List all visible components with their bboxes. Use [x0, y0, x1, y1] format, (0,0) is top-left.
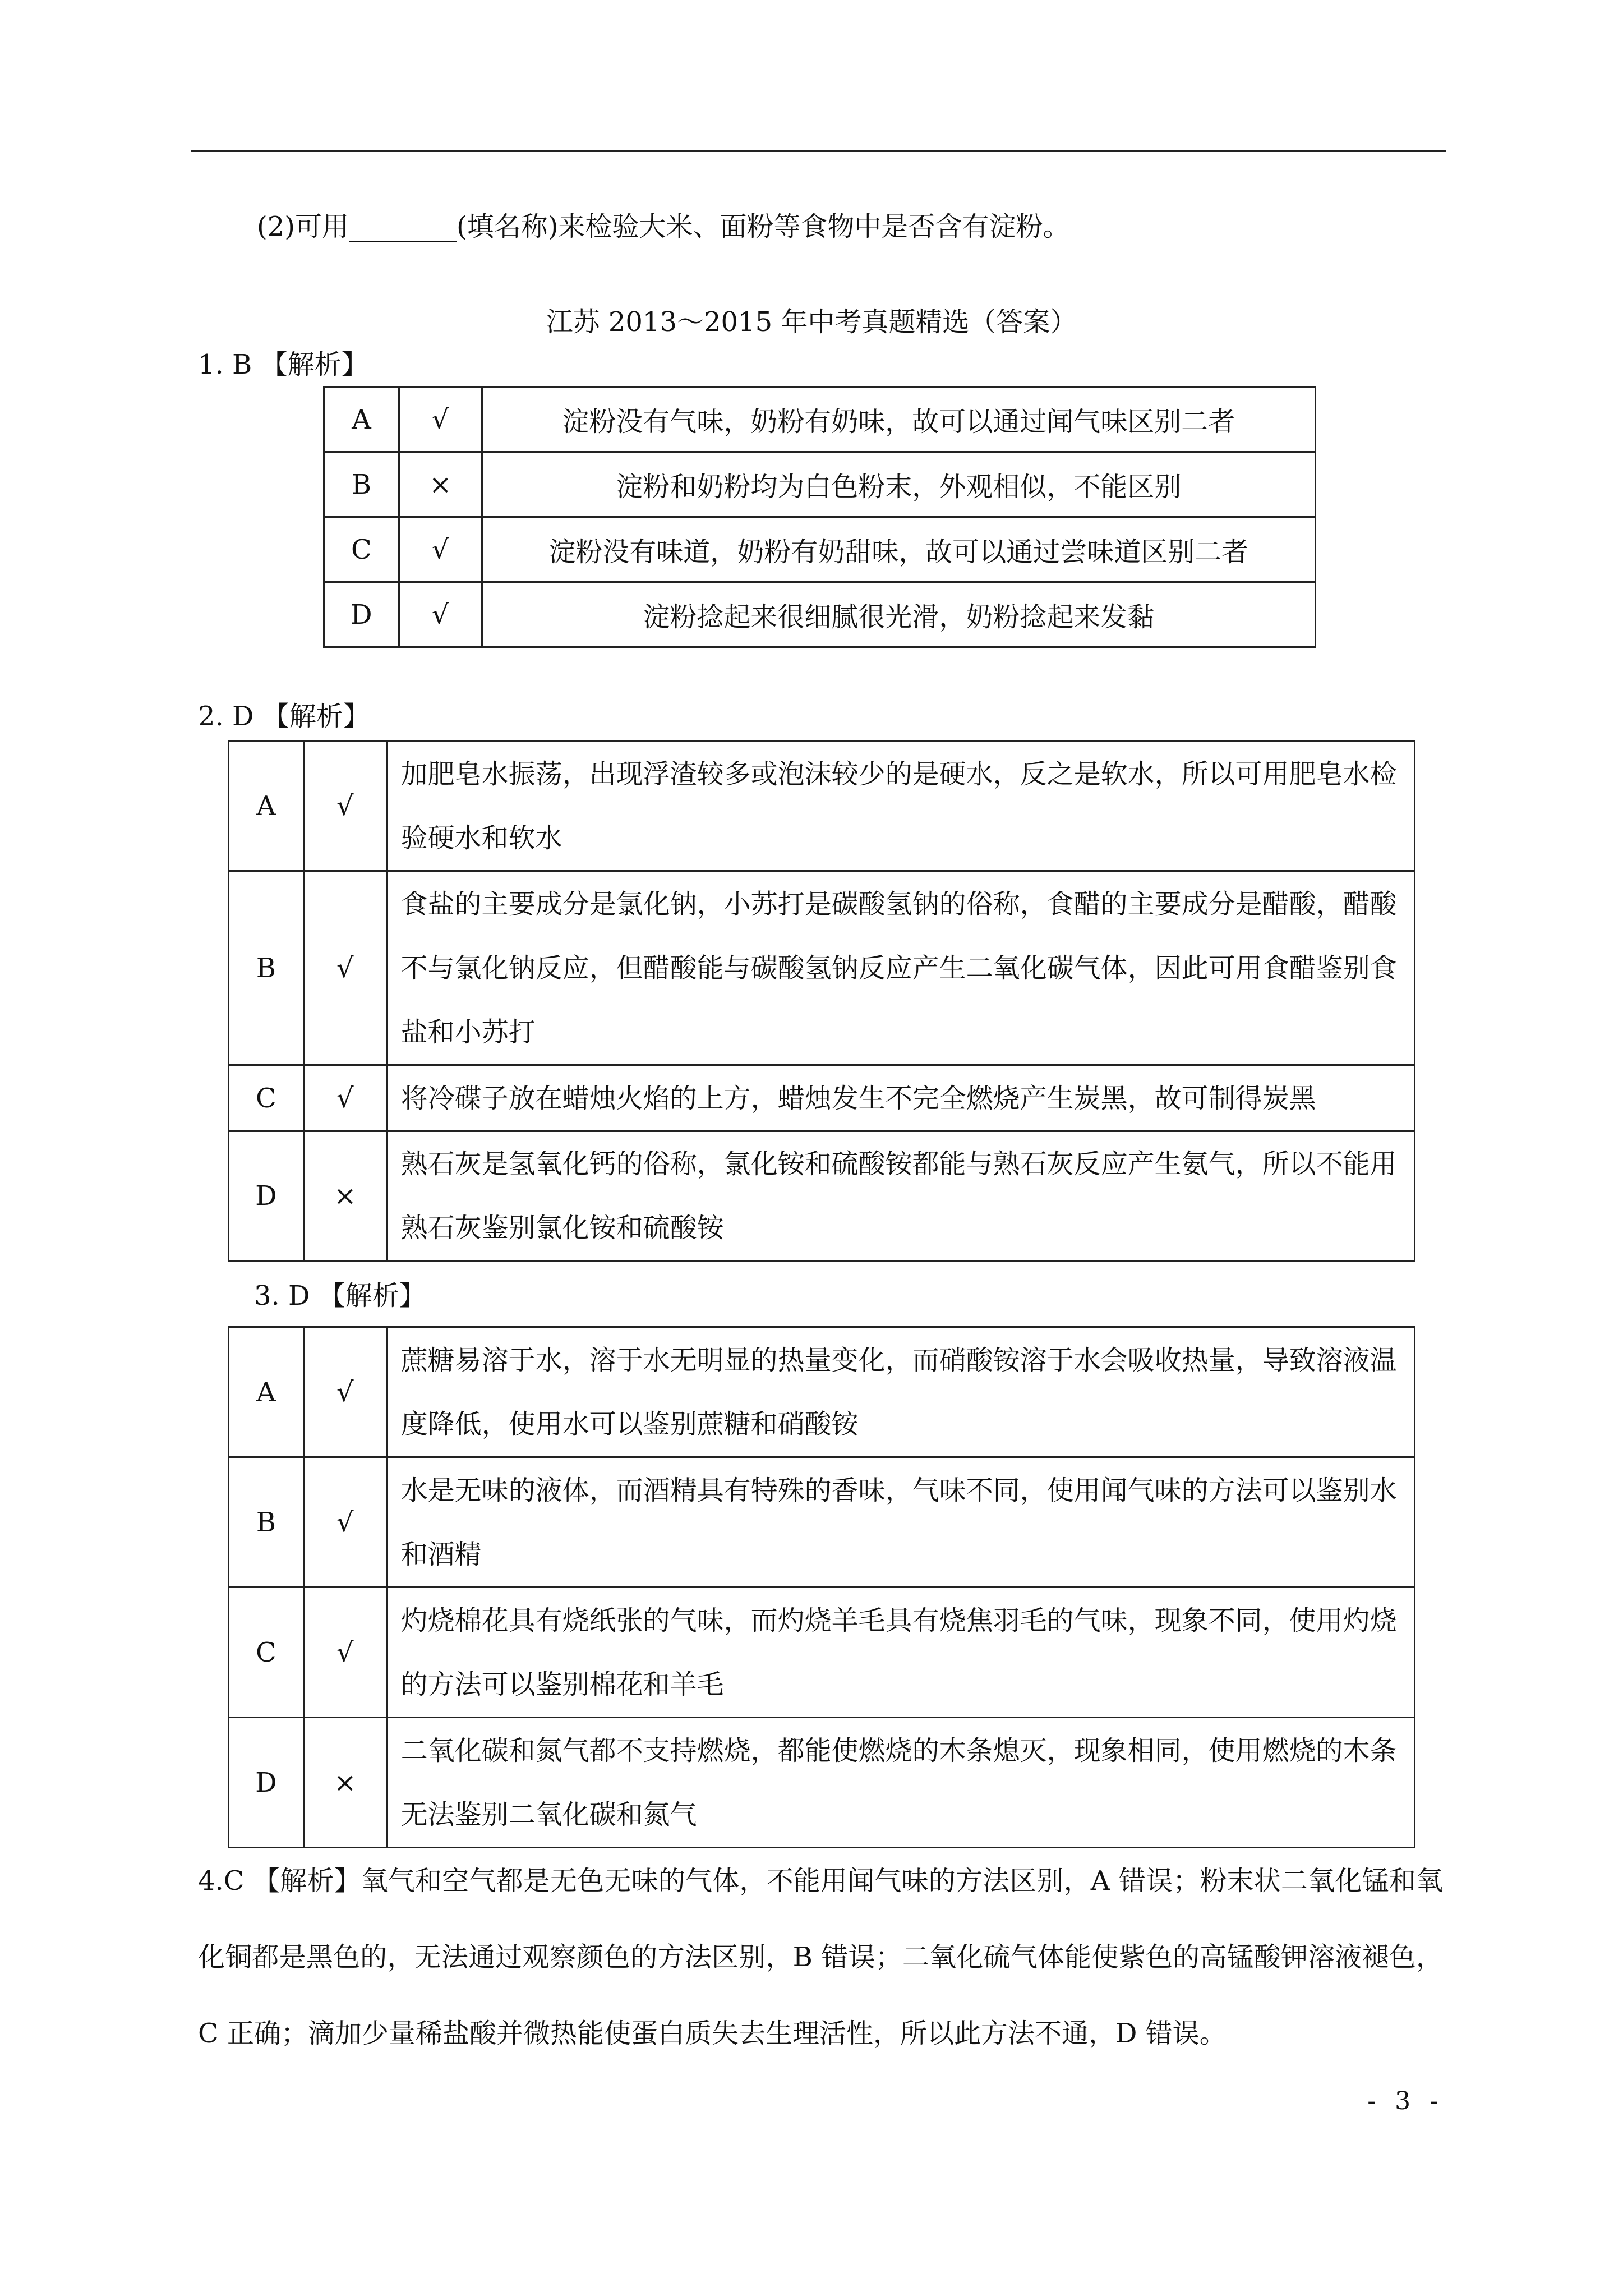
judgement-mark: × [303, 1131, 386, 1261]
explanation-cell: 淀粉没有味道，奶粉有奶甜味，故可以通过尝味道区别二者 [482, 517, 1315, 582]
option-letter: C [229, 1065, 304, 1131]
table-row [229, 1065, 1415, 1131]
explanation-cell: 加肥皂水振荡，出现浮渣较多或泡沫较少的是硬水，反之是软水，所以可用肥皂水检验硬水和软水 [386, 742, 1414, 871]
judgement-mark: √ [303, 742, 386, 871]
option-letter: B [229, 871, 304, 1065]
answer-1-label: 1. B 【解析】 [198, 349, 368, 380]
explanation-cell: 熟石灰是氢氧化钙的俗称，氯化铵和硫酸铵都能与熟石灰反应产生氨气，所以不能用熟石灰鉴别氯化铵和硫酸铵 [386, 1131, 1414, 1261]
option-letter: B [324, 452, 399, 517]
judgement-mark: √ [399, 387, 482, 452]
answer-1-table [323, 386, 1316, 648]
judgement-mark: √ [399, 517, 482, 582]
table-row [324, 517, 1316, 582]
explanation-cell: 淀粉和奶粉均为白色粉末，外观相似，不能区别 [482, 452, 1315, 517]
question-tail: (2)可用________(填名称)来检验大米、面粉等食物中是否含有淀粉。 [257, 211, 1070, 242]
judgement-mark: √ [303, 1327, 386, 1457]
option-letter: C [229, 1588, 304, 1718]
option-letter: D [324, 582, 399, 647]
table-row [324, 452, 1316, 517]
explanation-cell: 淀粉没有气味，奶粉有奶味，故可以通过闻气味区别二者 [482, 387, 1315, 452]
explanation-cell: 将冷碟子放在蜡烛火焰的上方，蜡烛发生不完全燃烧产生炭黑，故可制得炭黑 [386, 1065, 1414, 1131]
table-row [324, 387, 1316, 452]
table-row [229, 1131, 1415, 1261]
answer-3-label: 3. D 【解析】 [254, 1280, 426, 1312]
option-letter: B [229, 1457, 304, 1588]
table-row [229, 871, 1415, 1065]
explanation-cell: 灼烧棉花具有烧纸张的气味，而灼烧羊毛具有烧焦羽毛的气味，现象不同，使用灼烧的方法可以鉴别棉花和羊毛 [386, 1588, 1414, 1718]
header-rule [191, 150, 1446, 152]
answer-3-table [228, 1326, 1415, 1848]
option-letter: D [229, 1131, 304, 1261]
option-letter: D [229, 1718, 304, 1848]
option-letter: A [229, 1327, 304, 1457]
table-row [324, 582, 1316, 647]
option-letter: A [229, 742, 304, 871]
explanation-cell: 水是无味的液体，而酒精具有特殊的香味，气味不同，使用闻气味的方法可以鉴别水和酒精 [386, 1457, 1414, 1588]
explanation-cell: 食盐的主要成分是氯化钠，小苏打是碳酸氢钠的俗称，食醋的主要成分是醋酸，醋酸不与氯化钠反应，但醋酸能与碳酸氢钠反应产生二氧化碳气体，因此可用食醋鉴别食盐和小苏打 [386, 871, 1414, 1065]
judgement-mark: √ [303, 871, 386, 1065]
explanation-cell: 二氧化碳和氮气都不支持燃烧，都能使燃烧的木条熄灭，现象相同，使用燃烧的木条无法鉴别二氧化碳和氮气 [386, 1718, 1414, 1848]
judgement-mark: × [303, 1718, 386, 1848]
answer-2-table [228, 740, 1415, 1262]
table-row [229, 1718, 1415, 1848]
judgement-mark: √ [303, 1065, 386, 1131]
explanation-cell: 蔗糖易溶于水，溶于水无明显的热量变化，而硝酸铵溶于水会吸收热量，导致溶液温度降低，使用水可以鉴别蔗糖和硝酸铵 [386, 1327, 1414, 1457]
page-number: - 3 - [1367, 2087, 1444, 2115]
table-row [229, 742, 1415, 871]
explanation-cell: 淀粉捻起来很细腻很光滑，奶粉捻起来发黏 [482, 582, 1315, 647]
answer-2-label: 2. D 【解析】 [198, 701, 370, 732]
option-letter: A [324, 387, 399, 452]
section-title: 江苏 2013～2015 年中考真题精选（答案） [546, 306, 1077, 338]
judgement-mark: √ [303, 1588, 386, 1718]
table-row [229, 1588, 1415, 1718]
table-row [229, 1327, 1415, 1457]
answer-4-paragraph: 4.C 【解析】氧气和空气都是无色无味的气体，不能用闻气味的方法区别，A 错误；粉末状二氧化锰和氧化铜都是黑色的，无法通过观察颜色的方法区别，B 错误；二氧化硫气体能使紫色的高锰酸钾溶液褪色，C 正确；滴加少量稀盐酸并微热能使蛋白质失去生理活性，所以此方法不通，D 错误。 [198, 1865, 1443, 2049]
table-row [229, 1457, 1415, 1588]
option-letter: C [324, 517, 399, 582]
judgement-mark: √ [303, 1457, 386, 1588]
judgement-mark: √ [399, 582, 482, 647]
judgement-mark: × [399, 452, 482, 517]
